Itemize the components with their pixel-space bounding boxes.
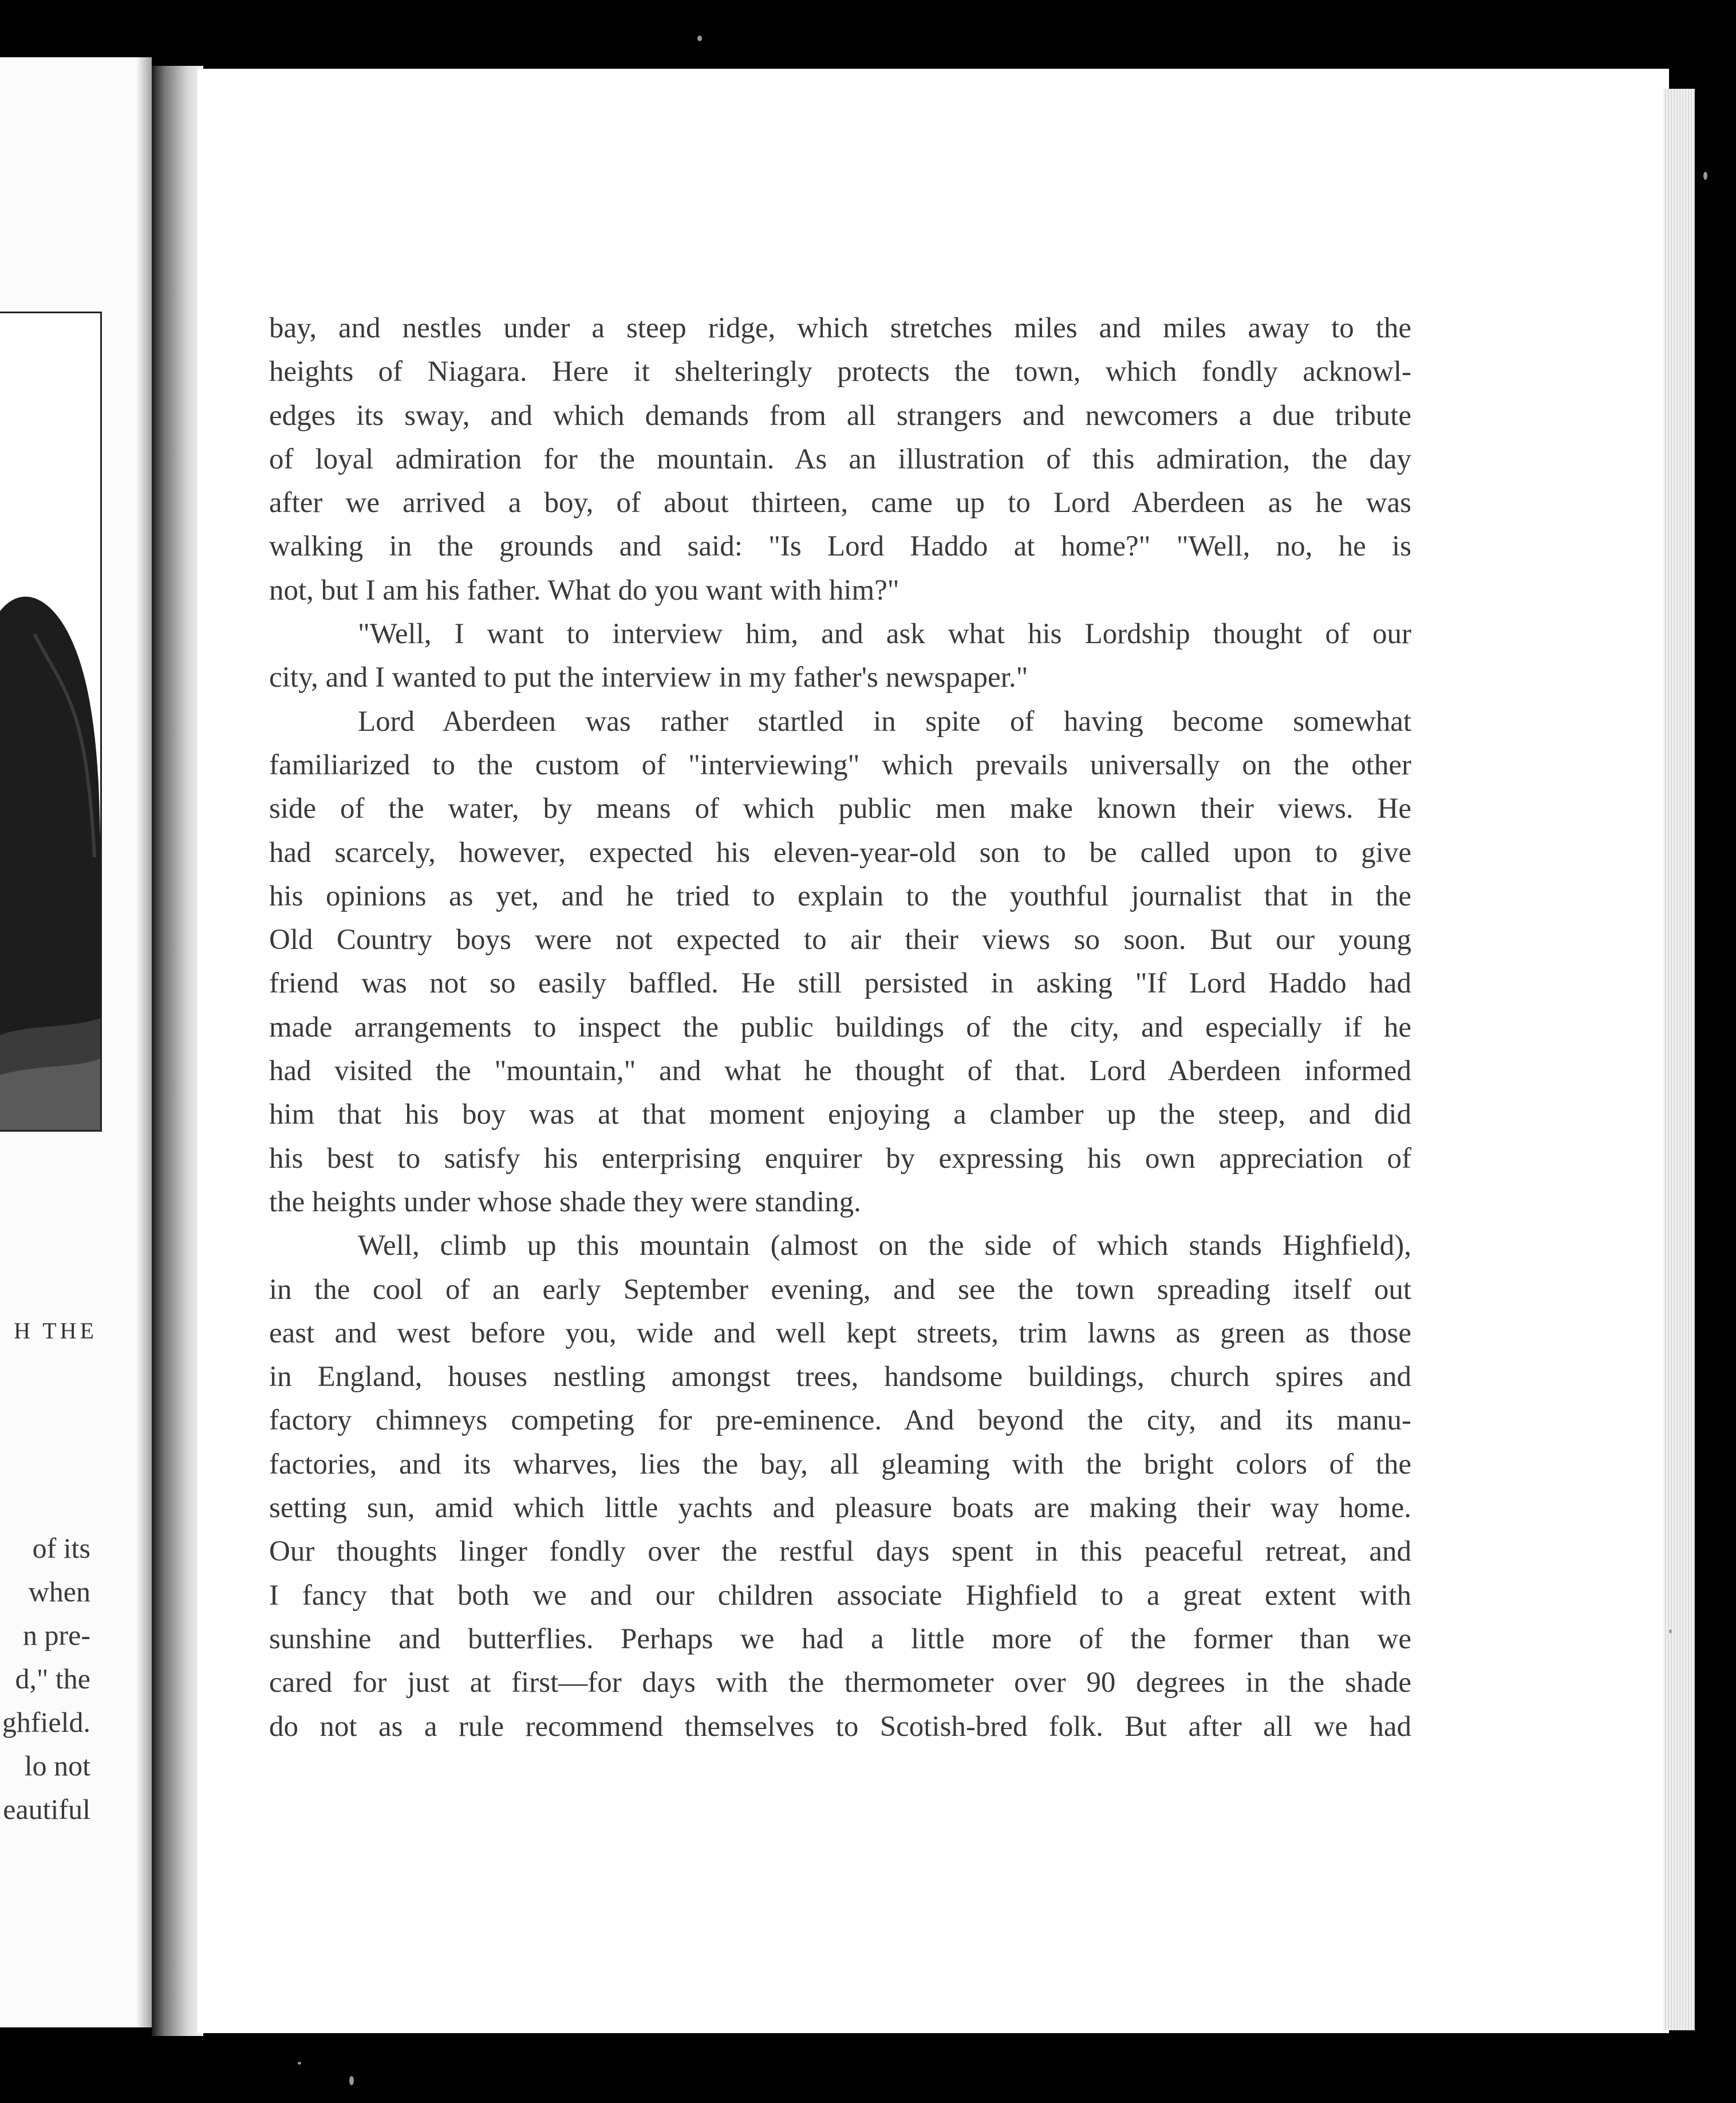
tree-image: [0, 313, 102, 1132]
text-line: bay, and nestles under a steep ridge, which stretches miles and miles away to the: [269, 312, 1411, 344]
text-line: the heights under whose shade they were standing.: [269, 1186, 861, 1218]
tree-photograph: [0, 312, 102, 1132]
scan-speck: [697, 36, 702, 41]
text-line: made arrangements to inspect the public buildings of the city, and especially if he: [269, 1011, 1411, 1043]
left-fragment-line: of its: [32, 1532, 90, 1564]
text-line: east and west before you, wide and well kept streets, trim lawns as green as those: [269, 1317, 1411, 1349]
scan-speck: [349, 2076, 354, 2085]
left-fragment-line: n pre-: [23, 1619, 90, 1651]
body-text: [269, 306, 1411, 1748]
text-line: in England, houses nestling amongst trees, handsome buildings, church spires and: [269, 1361, 1411, 1393]
left-fragment-line: d," the: [15, 1663, 90, 1695]
left-page-text-fragments: [0, 1526, 90, 1831]
text-line: side of the water, by means of which public men make known their views. He: [269, 793, 1411, 825]
text-line: friend was not so easily baffled. He still persisted in asking "If Lord Haddo had: [269, 967, 1411, 1000]
left-page: [0, 57, 152, 2027]
scan-speck: [1669, 1629, 1672, 1633]
text-line: Our thoughts linger fondly over the restful days spent in this peaceful retreat, and: [269, 1535, 1411, 1568]
photo-caption-fragment: H THE: [14, 1318, 97, 1344]
text-line: heights of Niagara. Here it shelteringly protects the town, which fondly acknowl-: [269, 356, 1411, 388]
text-line: factories, and its wharves, lies the bay, all gleaming with the bright colors of the: [269, 1448, 1411, 1480]
book-gutter-shadow: [152, 66, 203, 2036]
left-fragment-line: lo not: [24, 1750, 90, 1782]
text-line: cared for just at first—for days with the thermometer over 90 degrees in the shade: [269, 1667, 1411, 1699]
left-page-curve-shadow: [136, 57, 152, 2027]
text-line: after we arrived a boy, of about thirteen, came up to Lord Aberdeen as he was: [269, 487, 1411, 519]
text-line: edges its sway, and which demands from all strangers and newcomers a due tribute: [269, 399, 1411, 432]
left-fragment-line: ghfield.: [2, 1706, 90, 1738]
text-line: Well, climb up this mountain (almost on the side of which stands Highfield),: [358, 1230, 1411, 1262]
text-line: not, but I am his father. What do you want with him?": [269, 574, 899, 607]
text-line: city, and I wanted to put the interview in my father's newspaper.": [269, 661, 1028, 694]
left-fragment-line: eautiful: [3, 1793, 90, 1825]
text-line: his best to satisfy his enterprising enquirer by expressing his own appreciation of: [269, 1142, 1411, 1175]
text-line: do not as a rule recommend themselves to Scotish-bred folk. But after all we had: [269, 1710, 1411, 1743]
text-line: "Well, I want to interview him, and ask what his Lordship thought of our: [358, 618, 1411, 651]
text-line: Lord Aberdeen was rather startled in spite of having become somewhat: [358, 705, 1411, 738]
scan-speck: [298, 2062, 301, 2065]
text-line: Old Country boys were not expected to air their views so soon. But our young: [269, 924, 1411, 956]
text-line: had scarcely, however, expected his eleven-year-old son to be called upon to give: [269, 836, 1411, 869]
text-line: him that his boy was at that moment enjoying a clamber up the steep, and did: [269, 1098, 1411, 1131]
text-line: I fancy that both we and our children associate Highfield to a great extent with: [269, 1579, 1411, 1612]
text-line: factory chimneys competing for pre-eminence. And beyond the city, and its manu-: [269, 1404, 1411, 1437]
text-line: had visited the "mountain," and what he thought of that. Lord Aberdeen informed: [269, 1055, 1411, 1088]
text-line: his opinions as yet, and he tried to explain to the youthful journalist that in the: [269, 880, 1411, 912]
scan-speck: [1703, 172, 1707, 180]
text-line: setting sun, amid which little yachts and pleasure boats are making their way home.: [269, 1492, 1411, 1525]
text-line: in the cool of an early September evening, and see the town spreading itself out: [269, 1273, 1411, 1306]
left-fragment-line: when: [28, 1576, 90, 1608]
text-line: sunshine and butterflies. Perhaps we had a little more of the former than we: [269, 1622, 1411, 1655]
text-line: of loyal admiration for the mountain. As an illustration of this admiration, the day: [269, 443, 1411, 475]
text-line: familiarized to the custom of "interviewing" which prevails universally on the other: [269, 749, 1411, 781]
page-edge-stack: [1663, 89, 1695, 2030]
text-line: walking in the grounds and said: "Is Lord Haddo at home?" "Well, no, he is: [269, 530, 1411, 563]
